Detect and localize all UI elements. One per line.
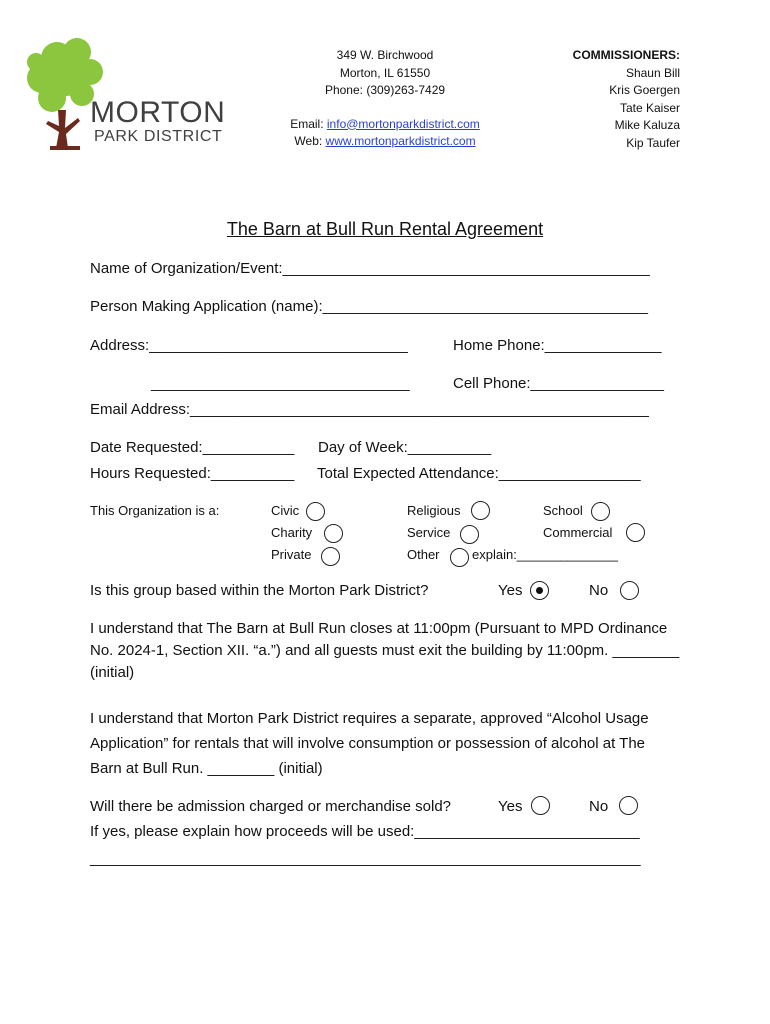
cell-phone-field[interactable]: Cell Phone:________________ [453, 375, 665, 392]
hours-requested-field[interactable]: Hours Requested:__________ [90, 465, 295, 482]
org-type-school-radio[interactable] [591, 502, 610, 521]
address-line2-field[interactable]: _______________________________ [151, 375, 410, 392]
address-email-line [240, 116, 530, 134]
org-type-explain-field[interactable]: explain:______________ [472, 547, 619, 562]
commissioners-heading: COMMISSIONERS: [572, 48, 680, 62]
org-type-service-label: Service [407, 525, 451, 540]
org-type-commercial-label: Commercial [543, 525, 613, 540]
address-street: 349 W. Birchwood [336, 48, 434, 62]
org-type-service-radio[interactable] [460, 525, 479, 544]
org-type-private-radio[interactable] [321, 547, 340, 566]
page-title: The Barn at Bull Run Rental Agreement [226, 219, 544, 239]
address-city: Morton, IL 61550 [339, 65, 431, 80]
logo [22, 36, 226, 156]
commissioners-block [540, 47, 680, 152]
based-no-label: No [589, 582, 609, 599]
commissioner-name: Kris Goergen [609, 83, 680, 97]
admission-yes-label: Yes [498, 798, 523, 815]
address-web-line [240, 133, 530, 151]
closing-time-paragraph: I understand that The Barn at Bull Run closes at 11:00pm (Pursuant to MPD Ordinance No. 2024-1, Section XII. “a.”) and all guests must exit the building by 11:00pm. ________ (initial) [90, 620, 680, 681]
commissioner-name: Mike Kaluza [614, 118, 680, 132]
org-type-other-label: Other [407, 547, 440, 562]
email-link[interactable]: info@mortonparkdistrict.com [326, 116, 480, 131]
commissioner-name: Tate Kaiser [619, 100, 680, 115]
date-requested-field[interactable]: Date Requested:___________ [90, 439, 295, 456]
org-type-religious-label: Religious [407, 503, 461, 518]
org-event-field[interactable]: Name of Organization/Event:____________________________________________ [90, 260, 650, 277]
email-field[interactable]: Email Address:_______________________________________________________ [90, 401, 649, 418]
org-type-civic-radio[interactable] [306, 502, 325, 521]
admission-question: Will there be admission charged or merchandise sold? [90, 798, 452, 815]
admission-yes-radio[interactable] [531, 796, 550, 815]
admission-no-radio[interactable] [619, 796, 638, 815]
org-type-charity-radio[interactable] [324, 524, 343, 543]
web-link[interactable]: www.mortonparkdistrict.com [325, 134, 476, 148]
org-type-commercial-radio[interactable] [626, 523, 645, 542]
alcohol-paragraph: I understand that Morton Park District requires a separate, approved “Alcohol Usage Application” for rentals that will involve consumption or possession of alcohol at The Barn at Bull Run. ________ (initial) [90, 710, 649, 777]
based-no-radio[interactable] [620, 581, 639, 600]
address-block [240, 47, 530, 151]
org-type-school-label: School [543, 503, 583, 518]
org-type-civic-label: Civic [271, 503, 300, 518]
address-phone: Phone: (309)263-7429 [324, 83, 446, 97]
admission-no-label: No [589, 798, 609, 815]
logo-name-line1: MORTON [90, 96, 226, 129]
org-type-private-label: Private [271, 547, 312, 562]
email-label: Email: [290, 116, 327, 131]
person-field[interactable]: Person Making Application (name):_______________________________________ [90, 298, 648, 315]
home-phone-field[interactable]: Home Phone:______________ [453, 337, 662, 354]
based-yes-radio[interactable] [530, 581, 549, 600]
commissioner-name: Kip Taufer [626, 135, 680, 150]
org-type-religious-radio[interactable] [471, 501, 490, 520]
address-field[interactable]: Address:_______________________________ [90, 337, 408, 354]
org-type-charity-label: Charity [271, 525, 313, 540]
day-of-week-field[interactable]: Day of Week:__________ [318, 439, 492, 456]
proceeds-continuation-line[interactable]: __________________________________________________________________ [90, 850, 641, 867]
based-question: Is this group based within the Morton Park District? [90, 582, 429, 599]
based-yes-label: Yes [498, 582, 523, 599]
org-type-other-radio[interactable] [450, 548, 469, 567]
attendance-field[interactable]: Total Expected Attendance:_________________ [317, 465, 641, 482]
org-type-label: This Organization is a: [90, 503, 220, 518]
web-label: Web: [294, 134, 326, 148]
commissioner-name: Shaun Bill [625, 65, 680, 80]
proceeds-field[interactable]: If yes, please explain how proceeds will be used:___________________________ [90, 823, 640, 840]
logo-name-line2: PARK DISTRICT [94, 128, 223, 145]
